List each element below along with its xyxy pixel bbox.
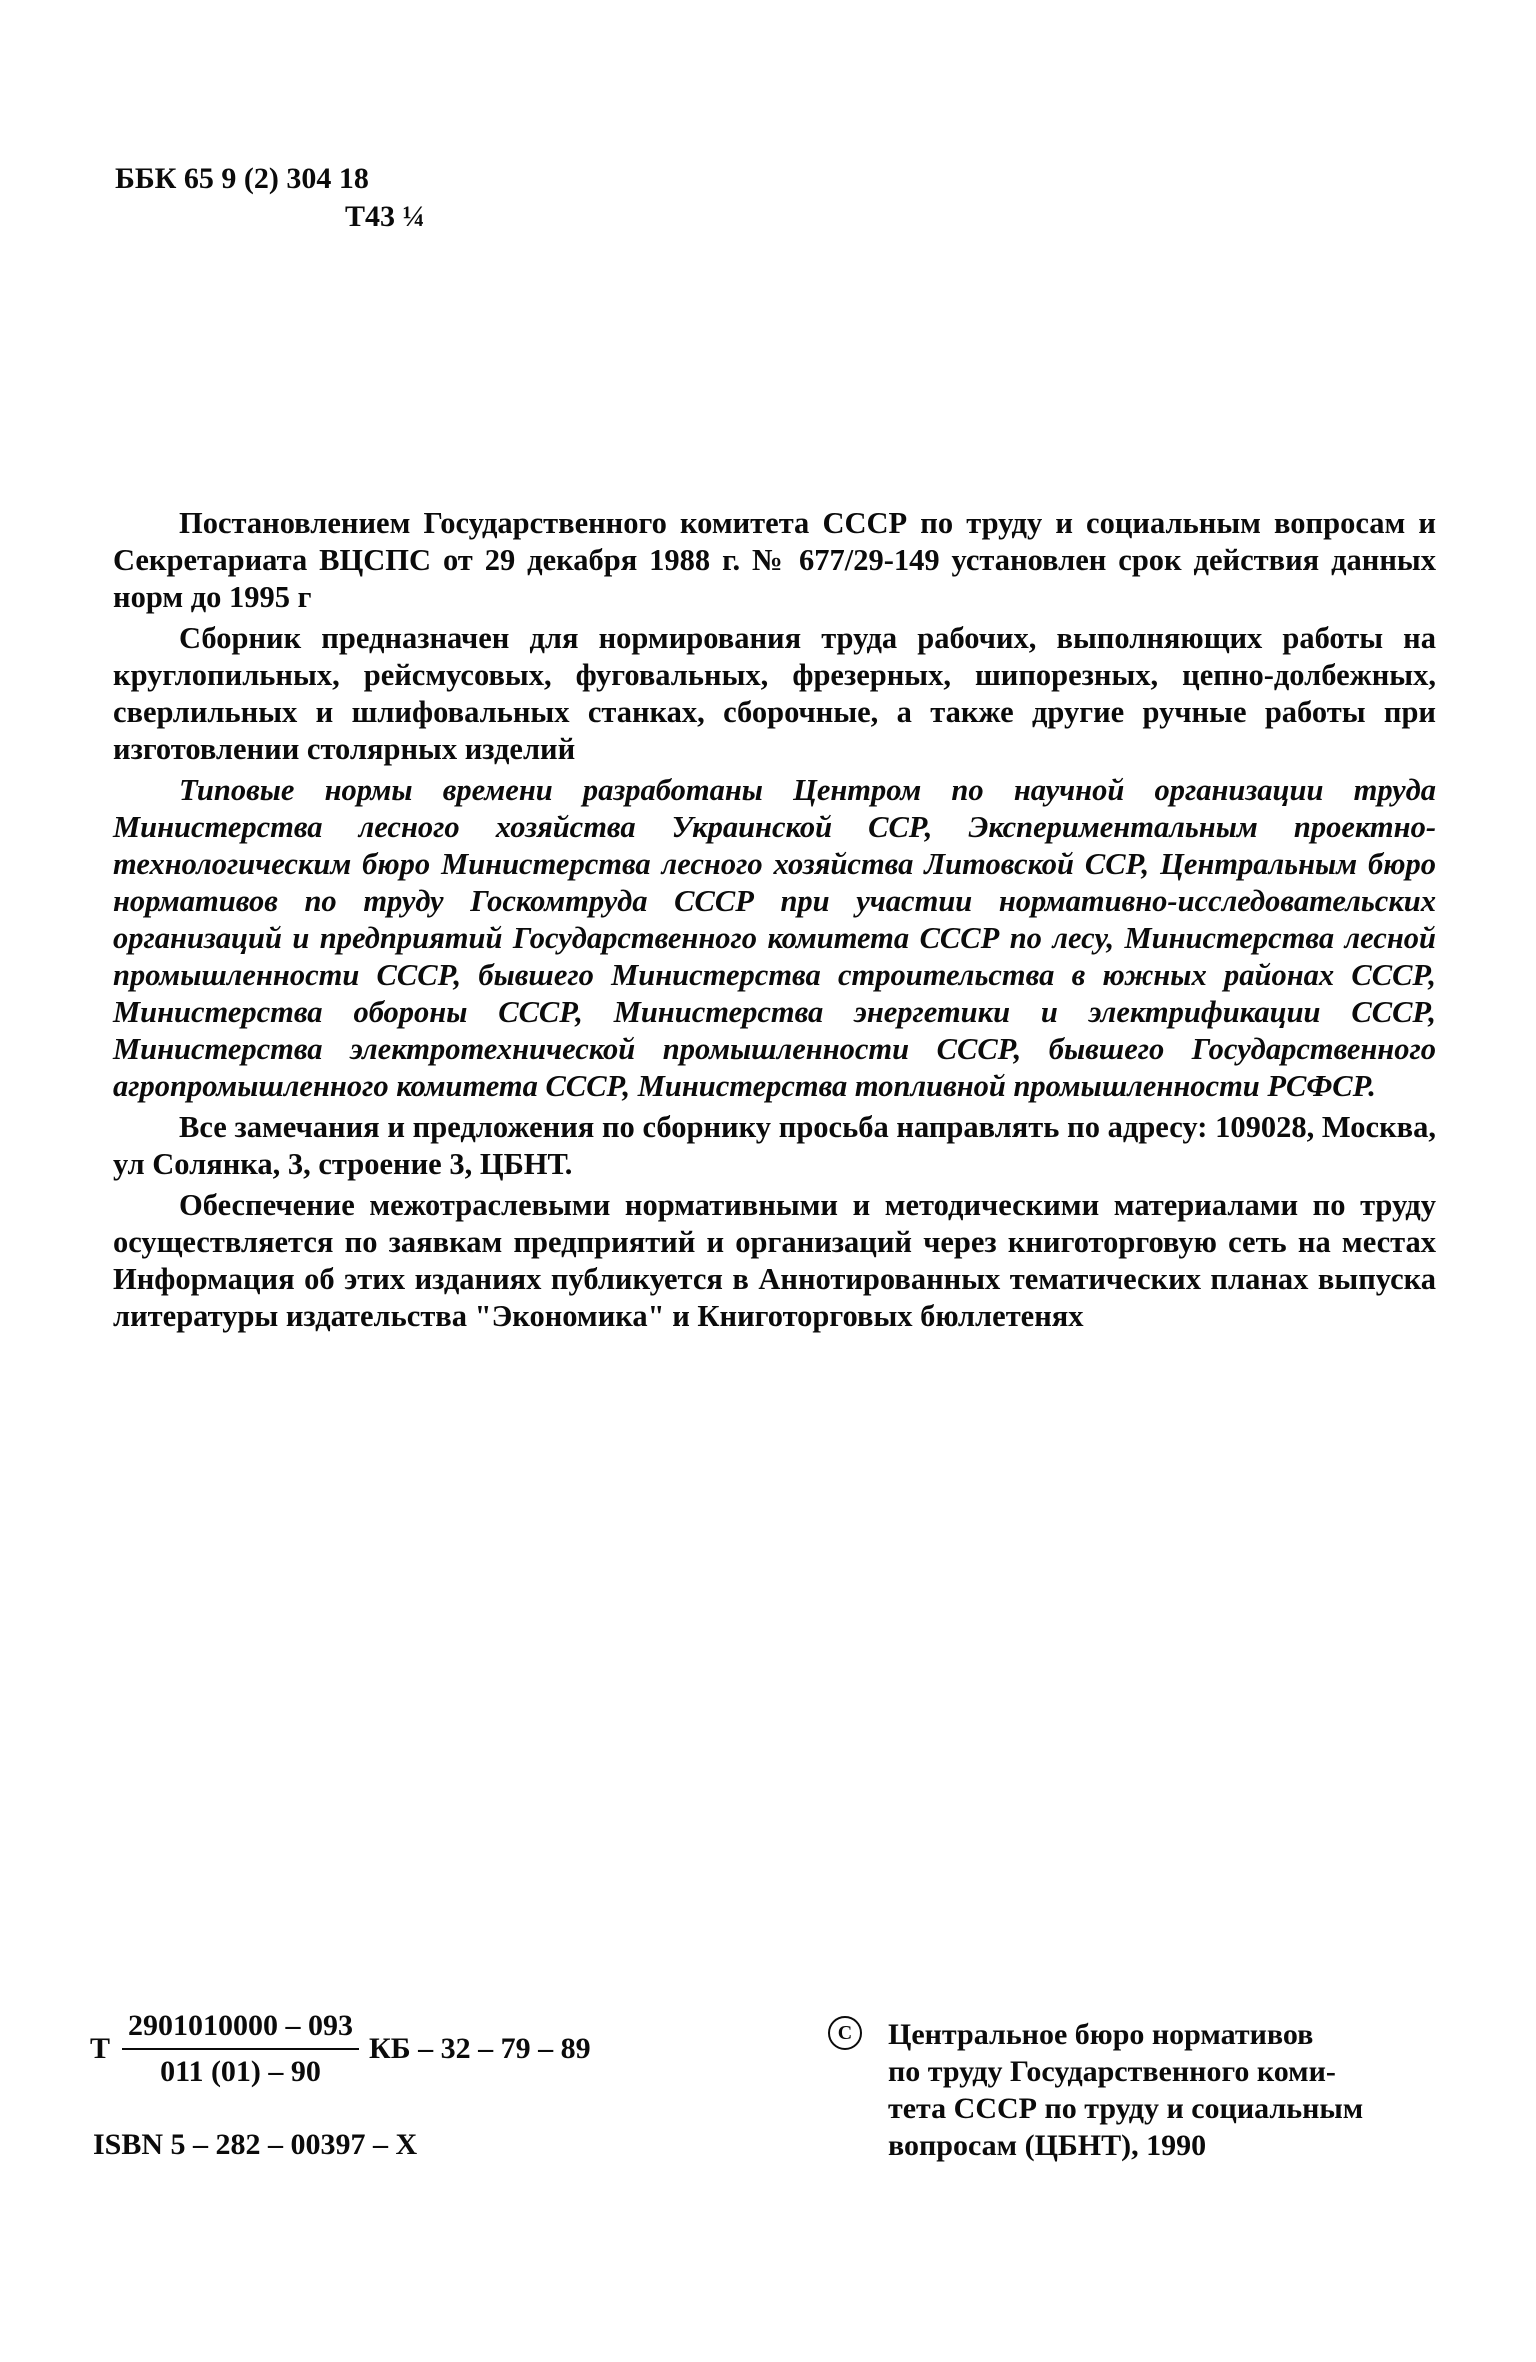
imprint-fraction	[116, 2008, 365, 2090]
copyright-text	[828, 2016, 1448, 2164]
imprint-formula	[90, 2008, 591, 2090]
copyright-line: по труду Государственного коми-	[888, 2055, 1336, 2088]
bbk-classification	[115, 160, 425, 236]
isbn: ISBN 5 – 282 – 00397 – Х	[93, 2128, 418, 2161]
paragraph-resolution: Постановлением Государственного комитета СССР по труду и социальным вопросам и Секретариата ВЦСПС от 29 декабря 1988 г. № 677/29-149 установлен срок действия данных норм до 1995 г	[113, 506, 1436, 614]
paragraph-purpose: Сборник предназначен для нормирования труда рабочих, выполняющих работы на круглопильных, рейсмусовых, фуговальных, фрезерных, шипорезных, цепно-долбежных, сверлильных и шлифовальных станках, сборочные, а также другие ручные работы при изготовлении столярных изделий	[113, 621, 1436, 766]
paragraph-address: Все замечания и предложения по сборнику просьба направлять по адресу: 109028, Москва, ул Солянка, 3, строение 3, ЦБНТ.	[113, 1110, 1436, 1181]
copyright-line: тета СССР по труду и социальным	[888, 2092, 1364, 2125]
paragraph-distribution: Обеспечение межотраслевыми нормативными и методическими материалами по труду осуществляется по заявкам предприятий и организаций через книготорговую сеть на местах Информация об этих изданиях публикуется в Аннотированных тематических планах выпуска литературы издательства "Экономика" и Книготорговых бюллетенях	[113, 1188, 1436, 1333]
copyright-line: Центральное бюро нормативов	[888, 2018, 1314, 2051]
copyright-line: вопросам (ЦБНТ), 1990	[888, 2129, 1207, 2162]
author-mark: Т43 ¼	[345, 200, 426, 233]
copyright-icon: C	[828, 2016, 862, 2050]
imprint-kb: КБ – 32 – 79 – 89	[369, 2032, 591, 2065]
copyright-block	[828, 2016, 1448, 2164]
imprint-numerator: 2901010000 – 093	[122, 2008, 359, 2050]
imprint-prefix: Т	[90, 2032, 111, 2065]
bbk-code: ББК 65 9 (2) 304 18	[115, 162, 369, 195]
paragraph-developers: Типовые нормы времени разработаны Центром по научной организации труда Министерства лесного хозяйства Украинской ССР, Экспериментальным проектно-технологическим бюро Министерства лесного хозяйства Литовской ССР, Центральным бюро нормативов по труду Госкомтруда СССР при участии нормативно-исследовательских организаций и предприятий Государственного комитета СССР по лесу, Министерства лесной промышленности СССР, бывшего Министерства строительства в южных районах СССР, Министерства обороны СССР, Министерства энергетики и электрификации СССР, Министерства электротехнической промышленности СССР, бывшего Государственного агропромышленного комитета СССР, Министерства топливной промышленности РСФСР.	[113, 773, 1436, 1103]
annotation-text	[113, 505, 1436, 1335]
imprint-denominator: 011 (01) – 90	[160, 2055, 321, 2088]
